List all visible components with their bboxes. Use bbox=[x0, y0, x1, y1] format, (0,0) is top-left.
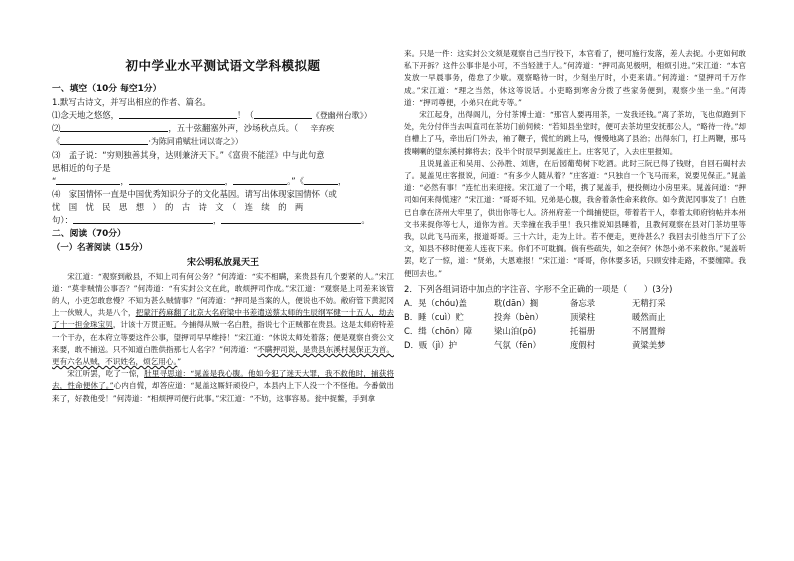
answer-blank[interactable] bbox=[73, 215, 213, 224]
passage-text-left: 宋江道：“观察到敝县，不知上司有何公务？”何涛道：“实不相瞒，来贵县有几个要紧的人。”宋江道：“莫非贼情公事否？”何涛道：“有实封公文在此，敢烦押司作成。”宋江道：“观察是上司差来该管的人，小吏怎敢怠慢？不知为甚么贼情事？”何涛道：“押司是当案的人，便说也不妨。敝府管下黄泥冈上一伙贼人，共是八个，把蒙汗药麻翻了北京大名府梁中书差遣送蔡太师的生辰纲军健一十五人，劫去了十一担金珠宝贝，计该十万贯正赃。今捕得从贼一名白胜，指说七个正贼都在贵县。这是太师府特差一个干办，在本府立等要这件公事，望押司早早维持！”宋江道：“休说太师处着落；便是观察自赍公文来要，敢不捕送。只不知道白胜供指那七人名字？”何涛道：“不瞒押司说，是贵县东溪村晁保正为首。更有六名从贼，不识姓名，烦乞用心。” 宋江听罢，吃了一惊，肚里寻思道：“晁盖是我心腹。他如今犯了迷天大罪，我不救他时，捕获将去，性命便休了。”心内自慌，却答应道：“晁盖这厮奸顽役户，本县内上下人没一个不怪他。今番做出来了，好教他受！”何涛道：“相烦押司便行此事。”宋江道：“不妨，这事容易。瓮中捉鳖，手到拿 bbox=[52, 271, 395, 403]
question-2-options bbox=[404, 296, 746, 352]
right-column bbox=[404, 0, 746, 352]
answer-blank[interactable] bbox=[60, 136, 148, 145]
option-b[interactable]: B．睡（cuì）贮 投奔（bèn） 顶梁柱 暖然而止 bbox=[404, 311, 666, 322]
question-1-item-3: 《 ·为陈同甫赋壮词以寄之》） bbox=[52, 136, 243, 147]
answer-blank[interactable] bbox=[56, 176, 120, 185]
section-reading: 二、阅读（70分） bbox=[52, 228, 126, 239]
question-1-item-2: ⑵ ，五十弦翻塞外声，沙场秋点兵。（ 辛弃疾 bbox=[52, 123, 335, 134]
answer-blank[interactable] bbox=[304, 176, 338, 185]
question-2-prompt: 2．下列各组词语中加点的字注音、字形不全正确的一项是（ ）(3分) bbox=[404, 283, 673, 294]
question-1-item-6: ⑷ 家国情怀一直是中国优秀知识分子的文化基因。请写出体现家国情怀（或 bbox=[52, 188, 337, 199]
page-title: 初中学业水平测试语文学科模拟题 bbox=[125, 58, 321, 73]
answer-blank[interactable] bbox=[233, 176, 287, 185]
question-1-prompt: 1.默写古诗文，并写出相应的作者、篇名。 bbox=[52, 97, 211, 107]
left-column bbox=[52, 0, 394, 405]
question-1-item-4-cont: 思相近的句子是 bbox=[52, 162, 111, 173]
answer-blank[interactable] bbox=[60, 123, 168, 132]
section-classic-reading: （一）名著阅读（15分） bbox=[52, 241, 148, 252]
passage-title: 宋公明私放晁天王 bbox=[186, 257, 259, 268]
passage-text-right: 来。只是一件：这实封公文须是观察自己当厅投下，本官看了，便可施行发落，差人去捉。小吏如何敢私下开拆？这件公事非是小可，不当轻泄于人。”何涛道：“押司高见极明，相烦引进。”宋江道：“本官发放一早晨事务，倦怠了少歇。观察略待一时，少刻坐厅时，小吏来请。”何涛道：“望押司千万作成。”宋江道：“理之当然，休这等说话。小吏略到寒舍分拨了些家务便到，观察少坐一坐。”何涛道：“押司尊便，小弟只在此专等。” 宋江起身，出得阁儿，分付茶博士道：“那官人要再用茶，一发我还钱。”离了茶坊，飞也似跑到下处，先分付伴当去叫直司在茶坊门前伺候：“若知县坐堂时，便可去茶坊里安抚那公人，“略待一待。”却自槽上了马，牵出后门外去，袖了鞭子，慌忙的跳上马，慢慢地离了县治；出得东门，打上两鞭，那马拨喇喇的望东溪村撺将去；没半个时辰早到晁盖庄上。庄客见了，入去庄里报知。 且说晁盖正和吴用、公孙胜、刘唐，在后园葡萄树下吃酒。此时三阮已得了钱财，自回石碣村去了。晁盖见庄客报说，问道：“有多少人随从着？”庄客道：“只独自一个飞马而来，说要见保正。”晁盖道：“必然有事！”连忙出来迎接。宋江道了一个喏，携了晁盖手，便投侧边小房里来。晁盖问道：“押司如何来得慌速？”宋江道：“哥哥不知。兄弟是心腹，我舍着条性命来救你。如今黄泥冈事发了！白胜已自拿在济州大牢里了，供出你等七人。济州府差一个缉捕使臣，带着若干人，奉着太师府钧帖并本州文书来捉你等七人，道你为首。天幸撞在我手里！我只推说知县睡着，且教何观察在县对门茶坊里等我，以此飞马而来，报道哥哥。三十六计，走为上计。若不便走，更待甚么？我回去引他当厅下了公文，知县不移时便差人连夜下来。你们不可耽搁。倘有些疏失，如之奈何？休怨小弟不来救你。”晁盖听罢，吃了一惊，道：“贤弟，大恩难报！”宋江道：“哥哥，你休要多话，只顾安排走路，不要缠障。我便回去也。” bbox=[404, 49, 746, 278]
answer-blank[interactable] bbox=[254, 110, 312, 119]
answer-blank[interactable] bbox=[221, 215, 361, 224]
question-1-item-6-cont: 忧 国 忧 民 思 想 ） 的 古 诗 文 （ 连 续 的 两 bbox=[52, 201, 304, 212]
question-1-item-1: ⑴念天地之悠悠， ！（ 《登幽州台歌》） bbox=[52, 110, 372, 120]
answer-blank[interactable] bbox=[119, 110, 237, 119]
section-fill-in: 一、填空（10分 每空1分） bbox=[52, 84, 162, 94]
question-1-item-6-answer: 句）： ， 。 bbox=[52, 214, 370, 225]
question-1-item-5: “ ， ， 。”《 ， bbox=[52, 175, 347, 186]
answer-blank[interactable] bbox=[129, 176, 225, 185]
option-a[interactable]: A．晃（chóu)盖 耽(dān）搁 备忘录 无精打采 bbox=[404, 297, 666, 308]
option-c[interactable]: C．缉（chōn）障 梁山泊(pō) 托福册 不屑置辩 bbox=[404, 325, 666, 336]
question-1-item-4: ⑶ 孟子说：“穷则独善其身，达则兼济天下。”《富贵不能淫》中与此句意 bbox=[52, 149, 325, 160]
option-d[interactable]: D．贩（jì）护 气氛（fēn） 度假村 黄粱美梦 bbox=[404, 339, 666, 350]
